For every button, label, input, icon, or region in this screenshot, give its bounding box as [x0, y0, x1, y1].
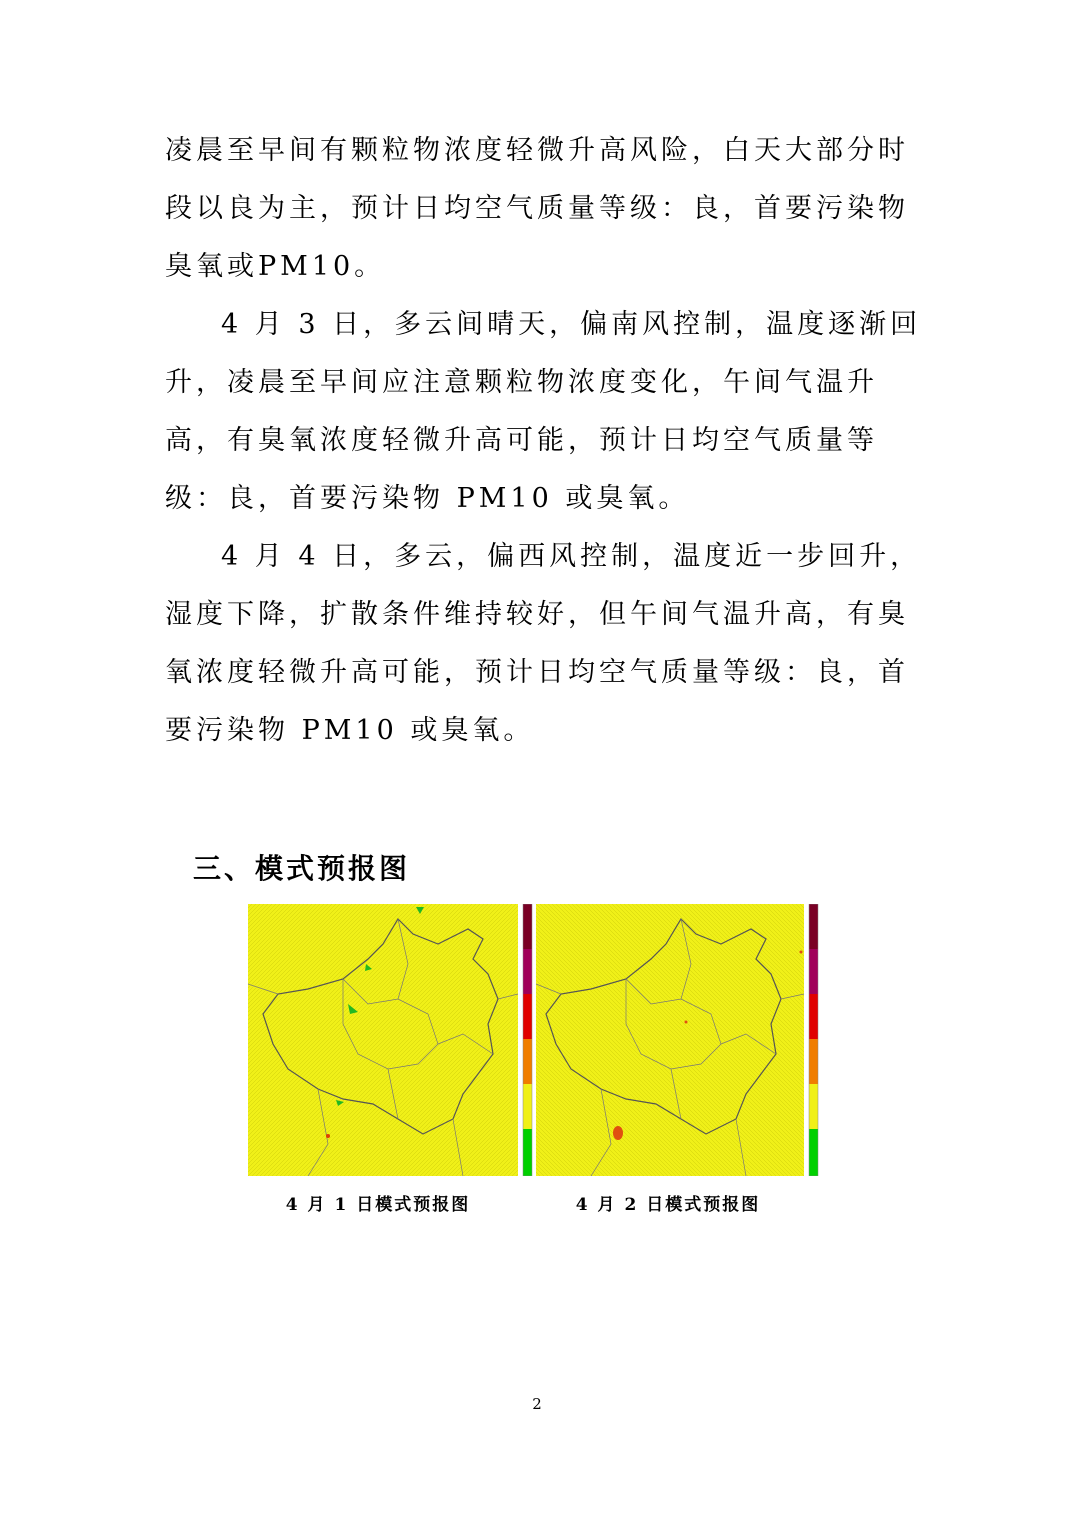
paragraph-1-text: 凌晨至早间有颗粒物浓度轻微升高风险，白天大部分时段以良为主，预计日均空气质量等级：良，首要污染物臭氧或PM10。 — [165, 135, 909, 282]
legend-bar — [523, 904, 532, 1176]
figure-1-caption: 4 月 1 日模式预报图 — [285, 1195, 471, 1215]
legend-bar — [809, 904, 818, 1176]
hotspot — [613, 1126, 623, 1140]
paragraph-1 — [165, 122, 925, 296]
forecast-map-2 — [536, 904, 820, 1176]
paragraph-april-3 — [165, 296, 925, 528]
forecast-map-figure-2 — [536, 904, 820, 1176]
paragraph-april-4-text: 4 月 4 日，多云，偏西风控制，温度近一步回升，湿度下降，扩散条件维持较好，但午间气温升高，有臭氧浓度轻微升高可能，预计日均空气质量等级：良，首要污染物 PM10 或臭氧。 — [165, 541, 922, 746]
page-number: 2 — [532, 1395, 542, 1413]
paragraph-april-4 — [165, 528, 925, 760]
forecast-map-figure-1 — [248, 904, 536, 1176]
hotspot — [326, 1134, 330, 1138]
section-heading: 三、模式预报图 — [193, 852, 411, 885]
forecast-map-1 — [248, 904, 536, 1176]
figure-2-caption: 4 月 2 日模式预报图 — [575, 1195, 761, 1215]
paragraph-april-3-text: 4 月 3 日，多云间晴天，偏南风控制，温度逐渐回升，凌晨至早间应注意颗粒物浓度变化，午间气温升高，有臭氧浓度轻微升高可能，预计日均空气质量等级：良，首要污染物 PM10 或臭氧。 — [165, 309, 922, 514]
